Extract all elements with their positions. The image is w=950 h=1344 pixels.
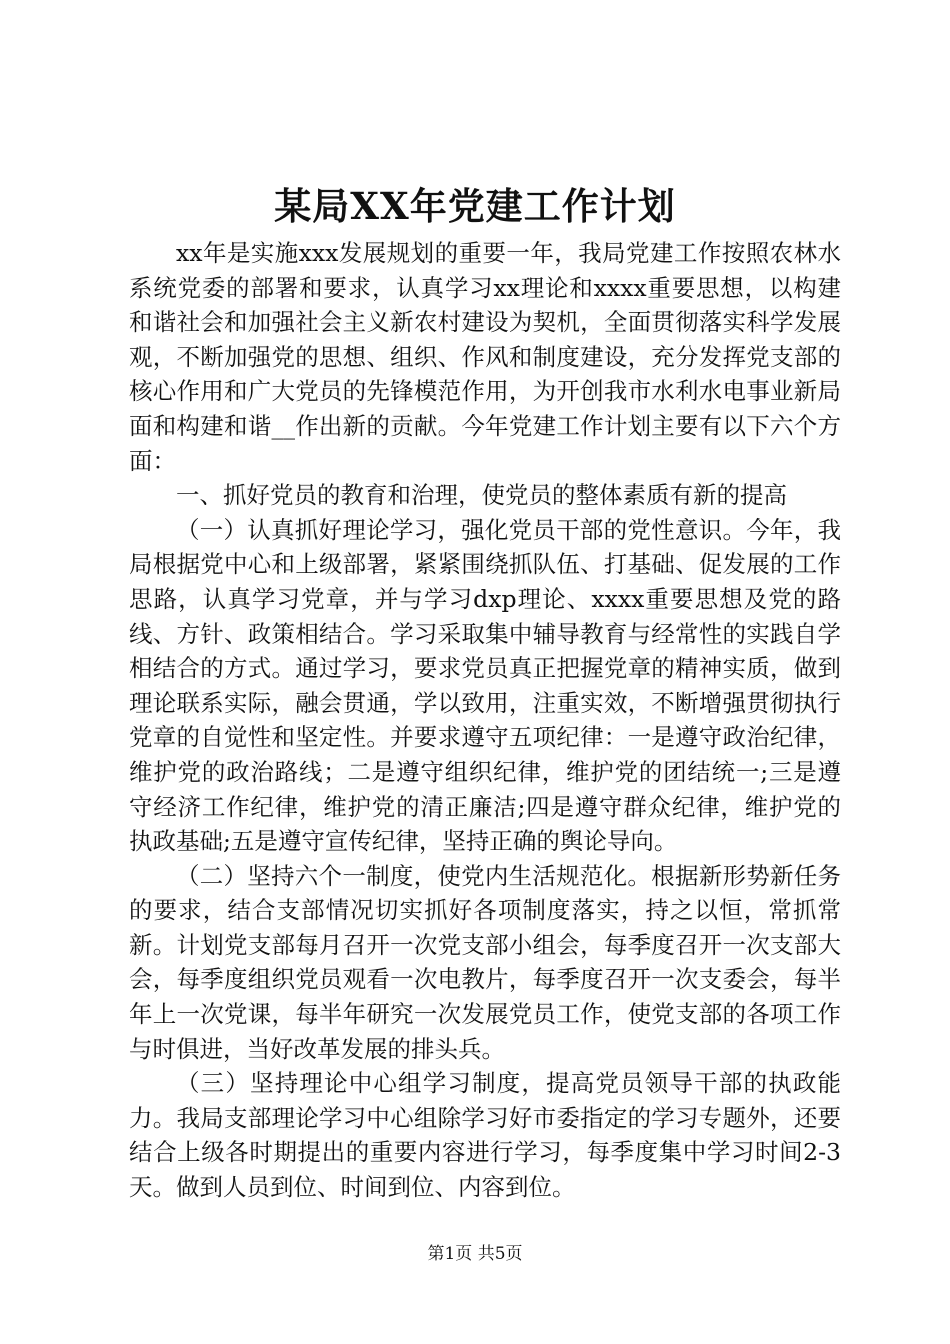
subsection-paragraph-3: （三）坚持理论中心组学习制度，提高党员领导干部的执政能力。我局支部理论学习中心组除学习好市委指定的学习专题外，还要结合上级各时期提出的重要内容进行学习，每季度集中学习时间2-3天。做到人员到位、时间到位、内容到位。	[129, 1069, 841, 1202]
section-heading-1: 一、抓好党员的教育和治理，使党员的整体素质有新的提高	[176, 481, 787, 510]
subsection-paragraph-1: （一）认真抓好理论学习，强化党员干部的党性意识。今年，我局根据党中心和上级部署，紧紧围绕抓队伍、打基础、促发展的工作思路，认真学习党章，并与学习dxp理论、xxxx重要思想及党的路线、方针、政策相结合。学习采取集中辅导教育与经常性的实践自学相结合的方式。通过学习，要求党员真正把握党章的精神实质，做到理论联系实际，融会贯通，学以致用，注重实效，不断增强贯彻执行党章的自觉性和坚定性。并要求遵守五项纪律：一是遵守政治纪律，维护党的政治路线；二是遵守组织纪律，维护党的团结统一;三是遵守经济工作纪律，维护党的清正廉洁;四是遵守群众纪律，维护党的执政基础;五是遵守宣传纪律，坚持正确的舆论导向。	[129, 515, 841, 856]
document-body	[129, 236, 841, 1205]
document-title: 某局XX年党建工作计划	[274, 184, 676, 228]
page-number-footer: 第1页 共5页	[427, 1244, 523, 1264]
intro-paragraph: xx年是实施xxx发展规划的重要一年，我局党建工作按照农林水系统党委的部署和要求，认真学习xx理论和xxxx重要思想，以构建和谐社会和加强社会主义新农村建设为契机，全面贯彻落实科学发展观，不断加强党的思想、组织、作风和制度建设，充分发挥党支部的核心作用和广大党员的先锋模范作用，为开创我市水利水电事业新局面和构建和谐__作出新的贡献。今年党建工作计划主要有以下六个方面：	[129, 239, 841, 475]
subsection-paragraph-2: （二）坚持六个一制度，使党内生活规范化。根据新形势新任务的要求，结合支部情况切实抓好各项制度落实，持之以恒，常抓常新。计划党支部每月召开一次党支部小组会，每季度召开一次支部大会，每季度组织党员观看一次电教片，每季度召开一次支委会，每半年上一次党课，每半年研究一次发展党员工作，使党支部的各项工作与时俱进，当好改革发展的排头兵。	[129, 861, 841, 1063]
